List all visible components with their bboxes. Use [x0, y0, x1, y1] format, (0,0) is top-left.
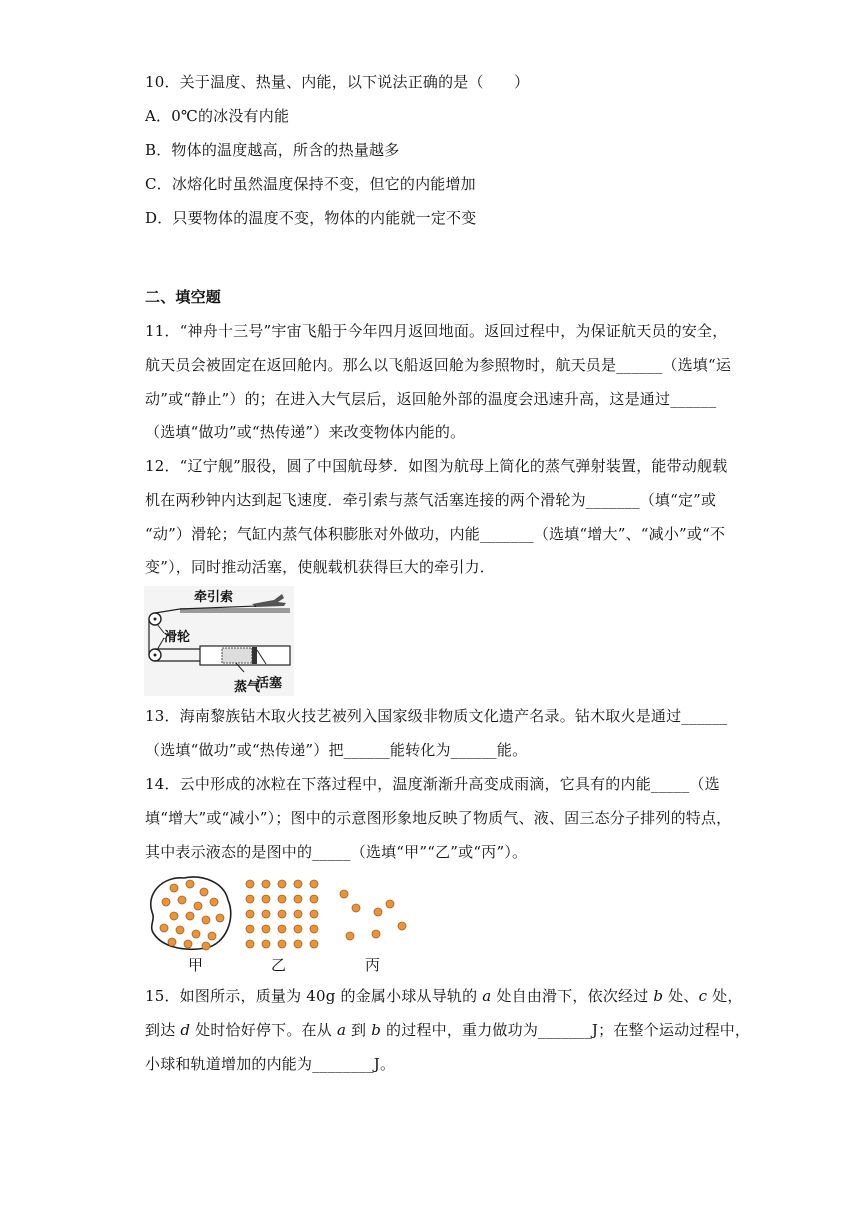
molecule-yi: [310, 940, 318, 948]
molecule-jia: [168, 938, 176, 946]
q13-line-2: （选填“做功”或“热传递”）把______能转化为______能。: [145, 741, 528, 759]
molecule-jia: [170, 912, 178, 920]
rope-label: 牵引索: [194, 590, 234, 605]
q11-line-1: 11．“神舟十三号”宇宙飞船于今年四月返回地面。返回过程中，为保证航天员的安全，: [145, 322, 728, 340]
state-label-yi: 乙: [271, 956, 287, 974]
q15-line-3: 小球和轨道增加的内能为________J。: [145, 1055, 396, 1073]
q15-l2-pre: 到达: [145, 1021, 181, 1039]
q10-stem: 10．关于温度、热量、内能，以下说法正确的是（ ）: [145, 73, 530, 91]
molecule-jia: [202, 942, 210, 950]
q14-line-3: 其中表示液态的是图中的_____（选填“甲”“乙”或“丙”）。: [145, 843, 528, 861]
molecule-bing: [398, 922, 406, 930]
molecule-yi: [294, 925, 302, 933]
molecule-jia: [176, 926, 184, 934]
var-a: a: [482, 987, 492, 1005]
var-b-2: b: [371, 1021, 382, 1039]
q15-line-1: [145, 986, 743, 1006]
molecule-yi: [262, 880, 270, 888]
molecule-jia: [170, 884, 178, 892]
q15-l1-mid: 处自由滑下，依次经过: [491, 987, 654, 1005]
molecule-yi: [262, 895, 270, 903]
q11-line-2: 航天员会被固定在返回舱内。那么以飞船返回舱为参照物时，航天员是______（选填“运: [145, 356, 732, 374]
q15-l2-mid: 处时恰好停下。在从: [190, 1021, 337, 1039]
molecule-yi: [310, 880, 318, 888]
piston-label: 活塞: [256, 676, 283, 691]
q11-line-4: （选填“做功”或“热传递”）来改变物体内能的。: [145, 423, 466, 441]
catapult-figure: [144, 586, 294, 696]
var-d: d: [180, 1021, 191, 1039]
molecule-yi: [246, 925, 254, 933]
molecule-yi: [294, 895, 302, 903]
q15-line-2: [145, 1020, 750, 1040]
molecule-bing: [386, 900, 394, 908]
molecule-yi: [246, 895, 254, 903]
molecule-yi: [246, 910, 254, 918]
molecule-yi: [310, 910, 318, 918]
q15-l1-mid2: 处、: [663, 987, 699, 1005]
molecule-yi: [262, 940, 270, 948]
molecule-yi: [278, 910, 286, 918]
molecule-jia: [210, 898, 218, 906]
q12-line-2: 机在两秒钟内达到起飞速度．牵引索与蒸气活塞连接的两个滑轮为_______（填“定”或: [145, 491, 717, 509]
molecule-bing: [374, 908, 382, 916]
molecule-bing: [340, 890, 348, 898]
q15-l1-post: 处，: [707, 987, 743, 1005]
molecule-bing: [346, 932, 354, 940]
pulley-label: 滑轮: [164, 630, 191, 645]
molecule-jia: [162, 898, 170, 906]
molecule-jia: [186, 880, 194, 888]
molecule-jia: [160, 924, 168, 932]
q10-option-c: C．冰熔化时虽然温度保持不变，但它的内能增加: [145, 175, 476, 193]
molecule-yi: [246, 940, 254, 948]
molecule-jia: [200, 888, 208, 896]
molecule-yi: [246, 880, 254, 888]
q15-l2-mid2: 到: [346, 1021, 372, 1039]
q12-line-4: 变”），同时推动活塞，使舰载机获得巨大的牵引力．: [145, 558, 495, 576]
molecule-yi: [278, 880, 286, 888]
molecule-yi: [262, 910, 270, 918]
molecule-yi: [294, 910, 302, 918]
var-b: b: [653, 987, 664, 1005]
q12-line-3: “动”）滑轮；气缸内蒸气体积膨胀对外做功，内能_______（选填“增大”、“减小”或“不: [145, 525, 726, 543]
molecule-yi: [278, 925, 286, 933]
molecule-jia: [178, 896, 186, 904]
molecule-yi: [278, 940, 286, 948]
molecule-jia: [194, 902, 202, 910]
state-label-jia: 甲: [188, 956, 204, 974]
molecule-bing: [372, 930, 380, 938]
q10-option-b: B．物体的温度越高，所含的热量越多: [145, 141, 400, 159]
molecule-jia: [216, 914, 224, 922]
molecule-yi: [262, 925, 270, 933]
q10-option-a: A．0℃的冰没有内能: [145, 107, 290, 125]
molecule-jia: [192, 930, 200, 938]
molecule-jia: [184, 940, 192, 948]
q14-line-2: 填“增大”或“减小”）；图中的示意图形象地反映了物质气、液、固三态分子排列的特点，: [145, 809, 732, 827]
molecule-bing: [352, 904, 360, 912]
section-title: 二、填空题: [145, 288, 222, 306]
q12-line-1: 12．“辽宁舰”服役，圆了中国航母梦．如图为航母上简化的蒸气弹射装置，能带动舰载: [145, 457, 728, 475]
q15-l2-post: 的过程中，重力做功为_______J；在整个运动过程中，: [381, 1021, 751, 1039]
var-a-2: a: [336, 1021, 347, 1039]
molecule-jia: [202, 916, 210, 924]
q10-option-d: D．只要物体的温度不变，物体的内能就一定不变: [145, 209, 477, 227]
var-c: c: [698, 987, 708, 1005]
molecule-yi: [294, 940, 302, 948]
molecule-yi: [310, 895, 318, 903]
q15-l1-pre: 15．如图所示，质量为 40g 的金属小球从导轨的: [145, 987, 483, 1005]
molecule-yi: [278, 895, 286, 903]
steam-label: 蒸气: [234, 680, 261, 695]
molecule-jia: [186, 912, 194, 920]
molecule-yi: [310, 925, 318, 933]
molecule-jia: [208, 932, 216, 940]
q14-line-1: 14．云中形成的冰粒在下落过程中，温度渐渐升高变成雨滴，它具有的内能_____（选: [145, 775, 720, 793]
q11-line-3: 动”或“静止”）的；在进入大气层后，返回舱外部的温度会迅速升高，这是通过______: [145, 390, 717, 408]
states-figure: [144, 872, 414, 974]
state-label-bing: 丙: [365, 956, 381, 974]
q13-line-1: 13．海南黎族钻木取火技艺被列入国家级非物质文化遗产名录。钻木取火是通过______: [145, 707, 728, 725]
molecule-yi: [294, 880, 302, 888]
